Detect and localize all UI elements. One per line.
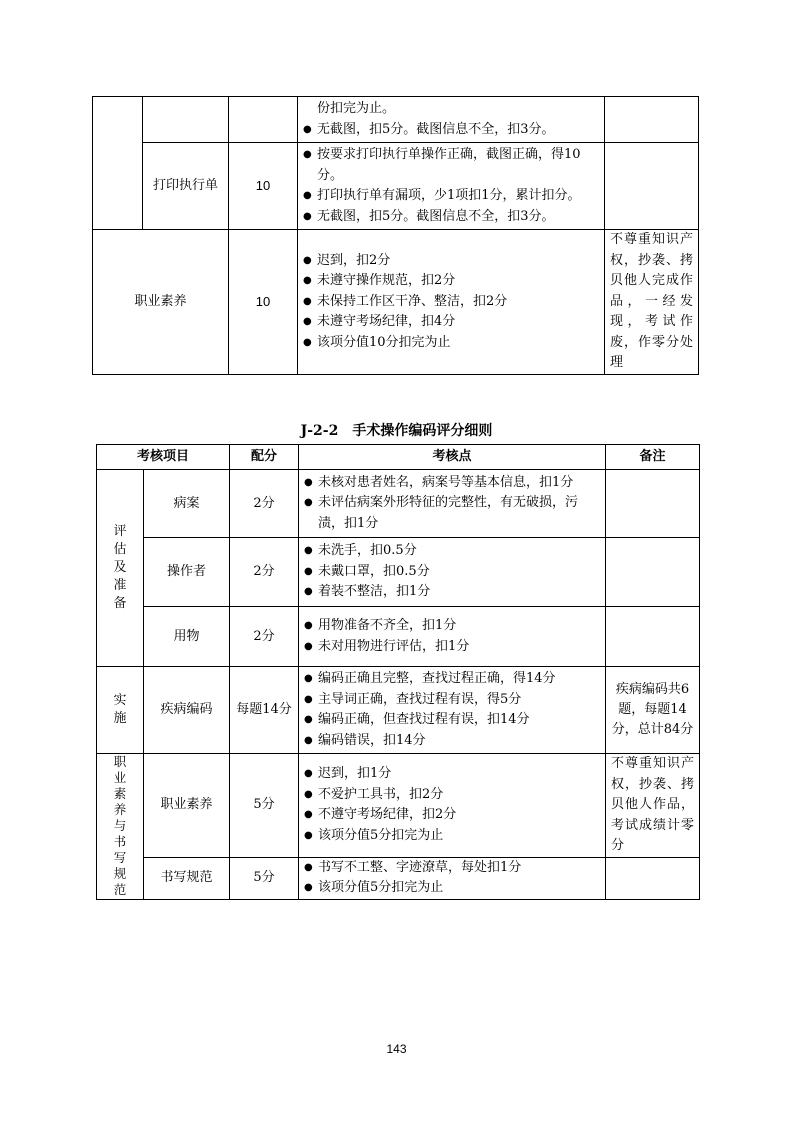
list-item: ● 用物准备不齐全，扣1分: [304, 616, 600, 637]
list-item: ● 打印执行单有漏项，少1项扣1分，累计扣分。: [303, 186, 599, 207]
note-cell: [606, 470, 700, 538]
score-cell: [229, 97, 298, 143]
points-cell: [299, 607, 606, 667]
list-item: ● 编码错误，扣14分: [304, 731, 600, 752]
list-item: ● 未核对患者姓名，病案号等基本信息，扣1分: [304, 473, 600, 494]
list-item: ● 未保持工作区干净、整洁，扣2分: [303, 292, 599, 313]
list-item: 份扣完为止。: [317, 101, 396, 116]
table-row: [97, 470, 700, 538]
points-cell: [299, 754, 606, 858]
group-label: 实施: [97, 667, 144, 754]
page-number: 143: [386, 1042, 407, 1056]
score-cell: 每题14分: [230, 667, 299, 754]
points-cell: [299, 470, 606, 538]
score-cell: 5分: [230, 754, 299, 858]
list-item: ● 按要求打印执行单操作正确，截图正确，得10分。: [303, 145, 599, 186]
note-cell: 疾病编码共6题，每题14分，总计84分: [606, 667, 700, 754]
score-cell: 10: [229, 230, 298, 375]
item-cell: 用物: [144, 607, 230, 667]
item-cell: [143, 97, 229, 143]
note-cell: [606, 538, 700, 607]
score-cell: 10: [229, 143, 298, 230]
list-item: ● 编码正确，但查找过程有误，扣14分: [304, 710, 600, 731]
header-score: 配分: [230, 445, 299, 470]
table-header-row: [97, 445, 700, 470]
table-row: [97, 754, 700, 858]
section-title: J-2-2 手术操作编码评分细则: [300, 423, 493, 439]
item-cell: 职业素养: [144, 754, 230, 858]
points-cell: [299, 857, 606, 899]
list-item: ● 未遵守考场纪律，扣4分: [303, 312, 599, 333]
points-cell: [299, 538, 606, 607]
table-row: [93, 97, 699, 143]
item-cell: 疾病编码: [144, 667, 230, 754]
note-cell: [605, 143, 699, 230]
score-cell: 2分: [230, 470, 299, 538]
list-item: ● 不遵守考场纪律，扣2分: [304, 805, 600, 826]
list-item: ● 迟到，扣1分: [304, 764, 600, 785]
list-item: ● 该项分值10分扣完为止: [303, 333, 599, 354]
list-item: ● 不爱护工具书，扣2分: [304, 785, 600, 806]
note-cell: 不尊重知识产权，抄袭、拷贝他人完成作品，一经发现，考试作废，作零分处理: [605, 230, 699, 375]
table-row: [97, 667, 700, 754]
group-label: 评估及准备: [97, 470, 144, 667]
note-cell: [606, 607, 700, 667]
list-item: ● 编码正确且完整，查找过程正确，得14分: [304, 669, 600, 690]
list-item: ● 未遵守操作规范，扣2分: [303, 271, 599, 292]
list-item: ● 无截图，扣5分。截图信息不全，扣3分。: [303, 120, 599, 141]
group-label: 职业素养与书写规范: [97, 754, 144, 900]
header-note: 备注: [606, 445, 700, 470]
list-item: ● 书写不工整、字迹潦草，每处扣1分: [304, 858, 600, 879]
header-item: 考核项目: [97, 445, 230, 470]
list-item: ● 未评估病案外形特征的完整性，有无破损，污渍，扣1分: [304, 493, 600, 534]
header-points: 考核点: [299, 445, 606, 470]
list-item: ● 主导词正确，查找过程有误，得5分: [304, 690, 600, 711]
table-row: [97, 607, 700, 667]
table-row: [93, 143, 699, 230]
list-item: ● 迟到，扣2分: [303, 251, 599, 272]
item-cell: 书写规范: [144, 857, 230, 899]
list-item: ● 该项分值5分扣完为止: [304, 826, 600, 847]
note-cell: [606, 857, 700, 899]
list-item: ● 未戴口罩，扣0.5分: [304, 562, 600, 583]
surgery-coding-scoring-table: [96, 444, 700, 900]
note-cell: 不尊重知识产权，抄袭、拷贝他人作品，考试成绩计零分: [606, 754, 700, 858]
note-cell: [605, 97, 699, 143]
points-cell: [299, 667, 606, 754]
scoring-table-continued: [92, 96, 699, 375]
score-cell: 2分: [230, 538, 299, 607]
table-row: [97, 857, 700, 899]
list-item: ● 未对用物进行评估，扣1分: [304, 637, 600, 658]
list-item: ● 未洗手，扣0.5分: [304, 541, 600, 562]
table-row: [93, 230, 699, 375]
item-cell: 打印执行单: [143, 143, 229, 230]
points-cell: [298, 230, 605, 375]
list-item: ● 着装不整洁，扣1分: [304, 582, 600, 603]
points-cell: [298, 97, 605, 143]
item-cell: 职业素养: [93, 230, 229, 375]
score-cell: 5分: [230, 857, 299, 899]
score-cell: 2分: [230, 607, 299, 667]
list-item: ● 无截图，扣5分。截图信息不全，扣3分。: [303, 207, 599, 228]
points-cell: [298, 143, 605, 230]
list-item: ● 该项分值5分扣完为止: [304, 878, 600, 899]
item-cell: 操作者: [144, 538, 230, 607]
table-row: [97, 538, 700, 607]
group-cell: [93, 97, 143, 230]
item-cell: 病案: [144, 470, 230, 538]
